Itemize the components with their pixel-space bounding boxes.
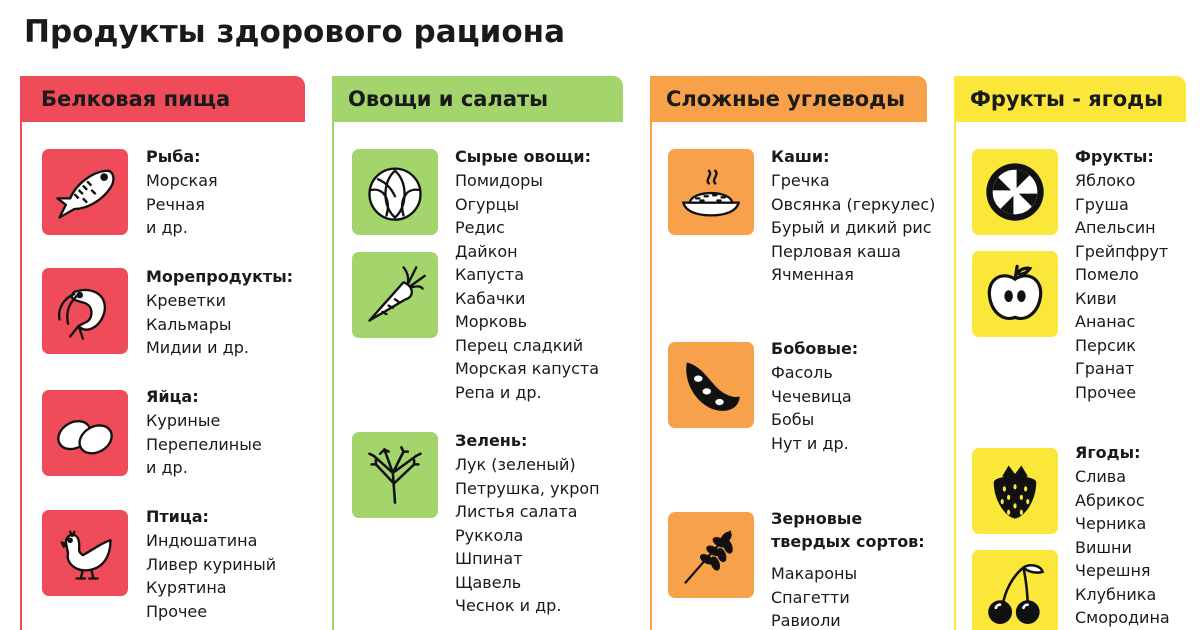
column-carbs bbox=[650, 76, 936, 630]
group-seafood bbox=[146, 266, 293, 360]
group-porridge bbox=[771, 146, 935, 287]
list-item: Кабачки bbox=[455, 288, 526, 308]
list-item: Огурцы bbox=[455, 194, 520, 214]
group-title: Морепродукты: bbox=[146, 267, 294, 286]
list-item: Лук (зеленый) bbox=[455, 455, 576, 474]
list-item: Черника bbox=[1075, 514, 1147, 533]
list-item: Яблоко bbox=[1075, 171, 1136, 190]
shrimp-icon bbox=[42, 268, 128, 354]
list-item: Персик bbox=[1075, 335, 1136, 355]
wheat-icon bbox=[668, 512, 754, 598]
eggs-icon bbox=[42, 390, 128, 476]
list-item: Ливер куриный bbox=[146, 554, 277, 574]
bean-pod-icon bbox=[668, 342, 754, 428]
list-item: Морская bbox=[146, 171, 218, 190]
column-fruits bbox=[954, 76, 1190, 630]
list-item: Капуста bbox=[455, 265, 525, 284]
list-item: Помело bbox=[1075, 265, 1139, 284]
group-title: Фрукты: bbox=[1075, 147, 1154, 166]
group-herbs bbox=[455, 430, 600, 618]
list-item: Перец сладкий bbox=[455, 335, 584, 355]
list-item: Нут и др. bbox=[771, 433, 849, 453]
group-fish bbox=[146, 146, 218, 240]
list-item: Апельсин bbox=[1075, 218, 1156, 237]
fish-icon bbox=[42, 149, 128, 235]
list-item: Гранат bbox=[1075, 359, 1135, 378]
group-title: Каши: bbox=[771, 147, 830, 166]
list-item: Бурый и дикий рис bbox=[771, 218, 932, 237]
herbs-icon bbox=[352, 432, 438, 518]
list-item: Бобы bbox=[771, 410, 815, 429]
porridge-bowl-icon bbox=[668, 149, 754, 235]
list-item: Руккола bbox=[455, 525, 524, 545]
cherries-icon bbox=[972, 550, 1058, 630]
group-eggs bbox=[146, 386, 262, 480]
column-heading: Белковая пища bbox=[20, 76, 305, 122]
list-item: Индюшатина bbox=[146, 531, 258, 550]
group-berries bbox=[1075, 442, 1170, 630]
list-item: Дайкон bbox=[455, 241, 518, 261]
list-item: и др. bbox=[146, 458, 188, 477]
group-fruits bbox=[1075, 146, 1168, 404]
list-item: Морковь bbox=[455, 312, 528, 331]
group-title: Зелень: bbox=[455, 431, 528, 450]
list-item: и др. bbox=[146, 218, 188, 237]
list-item: Чеснок и др. bbox=[455, 596, 562, 615]
apple-icon bbox=[972, 251, 1058, 337]
list-item: Прочее bbox=[146, 601, 208, 621]
list-item: Киви bbox=[1075, 288, 1117, 308]
list-item: Грейпфрут bbox=[1075, 241, 1169, 261]
list-item: Прочее bbox=[1075, 382, 1137, 402]
list-item: Речная bbox=[146, 194, 205, 214]
list-item: Листья салата bbox=[455, 502, 578, 521]
list-item: Морская капуста bbox=[455, 359, 600, 378]
column-protein bbox=[20, 76, 310, 630]
list-item: Курятина bbox=[146, 578, 227, 597]
page-title: Продукты здорового рациона bbox=[24, 14, 565, 50]
chicken-icon bbox=[42, 510, 128, 596]
column-divider bbox=[20, 122, 22, 630]
list-item: Помидоры bbox=[455, 171, 543, 190]
group-title: Ягоды: bbox=[1075, 443, 1141, 462]
column-heading: Овощи и салаты bbox=[332, 76, 623, 122]
list-item: Смородина bbox=[1075, 608, 1170, 627]
list-item: Черешня bbox=[1075, 561, 1151, 580]
list-item: Равиоли bbox=[771, 611, 841, 630]
group-title: Рыба: bbox=[146, 147, 201, 166]
list-item: Перепелиные bbox=[146, 434, 262, 454]
group-poultry bbox=[146, 506, 276, 623]
list-item: Ячменная bbox=[771, 265, 854, 284]
list-item: Слива bbox=[1075, 467, 1127, 486]
list-item: Вишни bbox=[1075, 537, 1132, 557]
group-title: Птица: bbox=[146, 507, 209, 526]
list-item: Шпинат bbox=[455, 549, 523, 568]
group-title: Сырые овощи: bbox=[455, 147, 591, 166]
carrot-icon bbox=[352, 252, 438, 338]
column-vegetables bbox=[332, 76, 628, 630]
list-item: Щавель bbox=[455, 572, 522, 592]
list-item: Абрикос bbox=[1075, 490, 1145, 510]
group-title-line2: твердых сортов: bbox=[771, 532, 925, 551]
list-item: Фасоль bbox=[771, 363, 833, 382]
list-item: Клубника bbox=[1075, 584, 1157, 604]
column-divider bbox=[954, 122, 956, 630]
group-grains bbox=[771, 508, 925, 630]
column-divider bbox=[332, 122, 334, 630]
list-item: Груша bbox=[1075, 194, 1129, 214]
column-heading: Фрукты - ягоды bbox=[954, 76, 1186, 122]
list-item: Куриные bbox=[146, 411, 221, 430]
list-item: Мидии и др. bbox=[146, 338, 249, 357]
group-legumes bbox=[771, 338, 858, 455]
column-divider bbox=[650, 122, 652, 630]
list-item: Чечевица bbox=[771, 386, 852, 406]
group-title: Бобовые: bbox=[771, 339, 859, 358]
list-item: Спагетти bbox=[771, 587, 850, 607]
orange-slice-icon bbox=[972, 149, 1058, 235]
column-heading: Сложные углеводы bbox=[650, 76, 927, 122]
list-item: Креветки bbox=[146, 291, 227, 310]
list-item: Кальмары bbox=[146, 314, 232, 334]
group-raw-vegetables bbox=[455, 146, 599, 404]
strawberry-icon bbox=[972, 448, 1058, 534]
cabbage-icon bbox=[352, 149, 438, 235]
group-title: Яйца: bbox=[146, 387, 199, 406]
group-title: Зерновые bbox=[771, 509, 863, 528]
list-item: Перловая каша bbox=[771, 241, 901, 261]
list-item: Овсянка (геркулес) bbox=[771, 194, 936, 214]
list-item: Петрушка, укроп bbox=[455, 478, 600, 498]
list-item: Макароны bbox=[771, 564, 858, 583]
list-item: Ананас bbox=[1075, 312, 1136, 331]
list-item: Редис bbox=[455, 218, 505, 237]
list-item: Репа и др. bbox=[455, 382, 542, 402]
list-item: Гречка bbox=[771, 171, 830, 190]
